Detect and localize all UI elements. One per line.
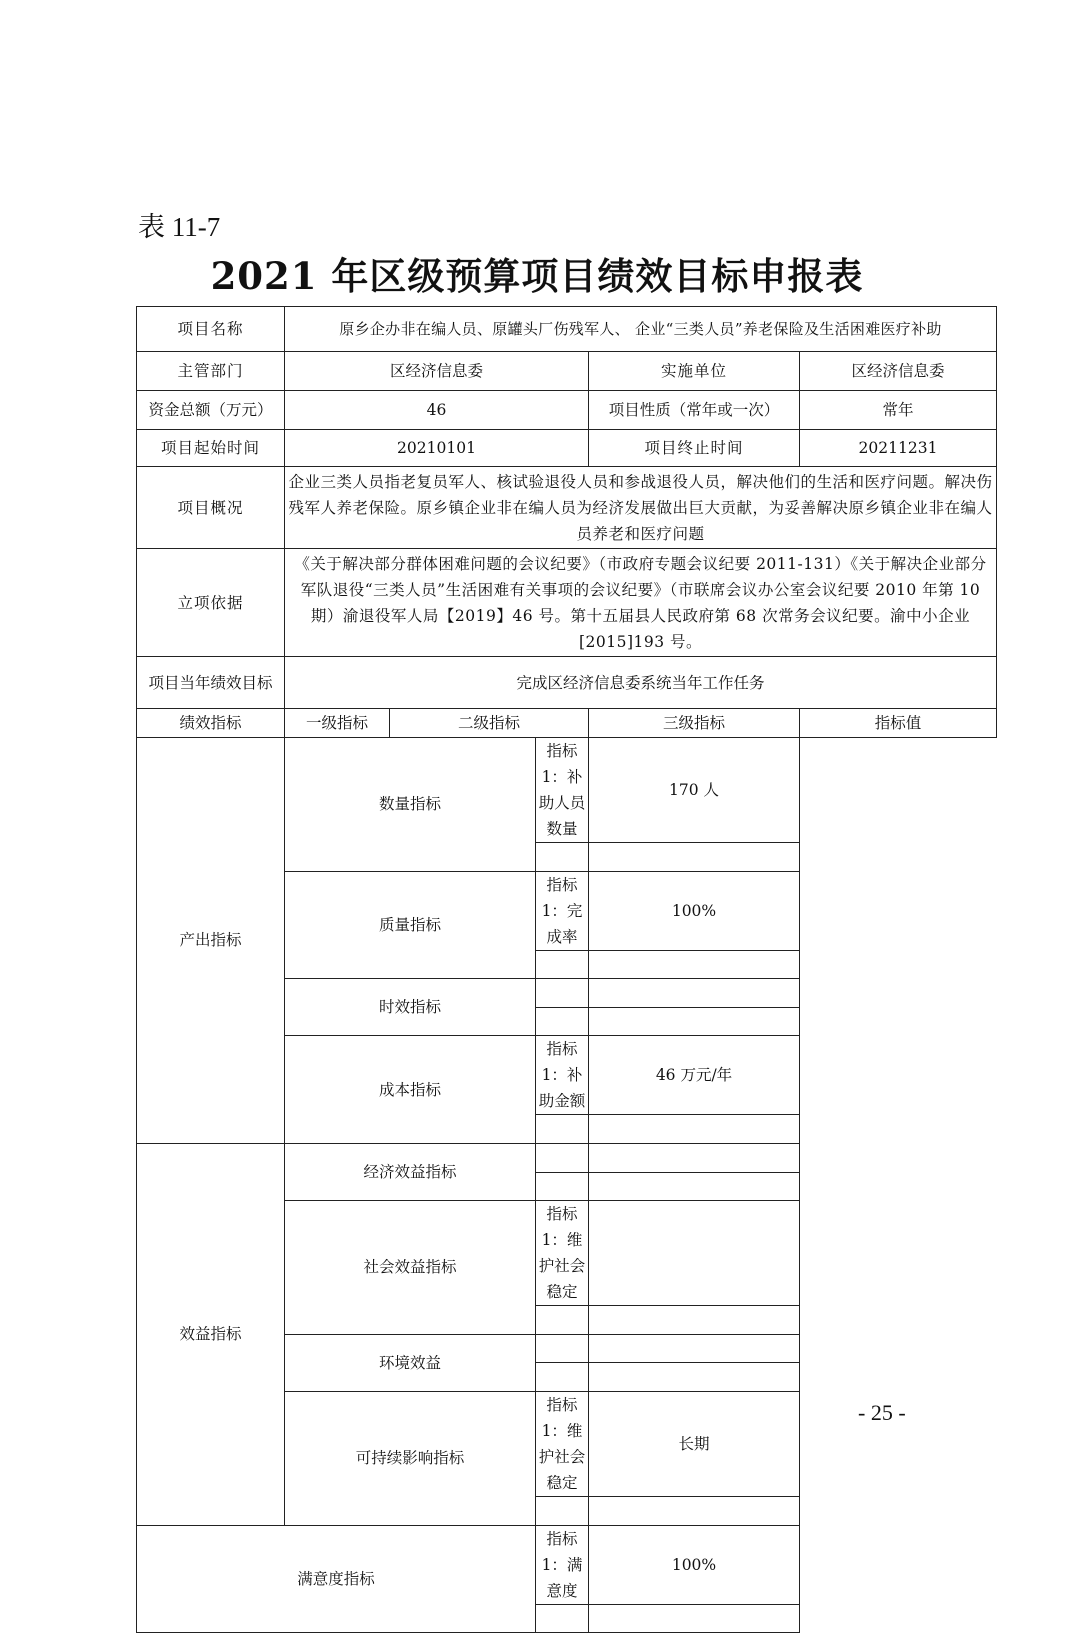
level2-indicator: 环境效益 (285, 1334, 536, 1391)
indicator-value (589, 1306, 800, 1335)
goal-value: 完成区经济信息委系统当年工作任务 (285, 657, 997, 709)
nature-value: 常年 (800, 391, 997, 430)
level3-indicator: 指标 1：满意度 (536, 1525, 589, 1604)
indicator-value (589, 1201, 800, 1306)
dept-value: 区经济信息委 (285, 352, 589, 391)
basis-value: 《关于解决部分群体困难问题的会议纪要》（市政府专题会议纪要 2011-131）《关于解决企业部分军队退役“三类人员”生活困难有关事项的会议纪要》（市联席会议办公室会议纪要 2010 年第 10 期）渝退役军人局【2019】46 号。第十五届县人民政府第 68 次常务会议纪要。渝中小企业[2015]193 号。 (285, 549, 997, 657)
level3-indicator: 指标 1：补助金额 (536, 1036, 589, 1115)
table-number: 表 11-7 (138, 212, 221, 242)
level3-indicator (536, 1172, 589, 1201)
indicator-value (589, 1143, 800, 1172)
output-group-label: 产出指标 (137, 738, 285, 1144)
header-value: 指标值 (800, 709, 997, 738)
indicator-value (589, 1496, 800, 1525)
start-label: 项目起始时间 (137, 430, 285, 467)
indicator-value (589, 1334, 800, 1363)
level2-indicator: 时效指标 (285, 979, 536, 1036)
goal-label: 项目当年绩效目标 (137, 657, 285, 709)
level3-indicator (536, 1334, 589, 1363)
indicator-value (589, 1363, 800, 1392)
indicator-value (589, 1172, 800, 1201)
indicator-value (589, 1115, 800, 1144)
end-value: 20211231 (800, 430, 997, 467)
satisfaction-label: 满意度指标 (137, 1525, 536, 1633)
level2-indicator: 可持续影响指标 (285, 1391, 536, 1525)
basis-label: 立项依据 (137, 549, 285, 657)
project-name-label: 项目名称 (137, 307, 285, 352)
impl-unit-value: 区经济信息委 (800, 352, 997, 391)
project-name-value: 原乡企办非在编人员、原罐头厂伤残军人、 企业“三类人员”养老保险及生活困难医疗补助 (285, 307, 997, 352)
dept-label: 主管部门 (137, 352, 285, 391)
level2-indicator: 社会效益指标 (285, 1201, 536, 1335)
level3-indicator: 指标 1：维护社会稳定 (536, 1201, 589, 1306)
indicator-value: 170 人 (589, 738, 800, 843)
indicator-value (589, 950, 800, 979)
page-number: - 25 - (858, 1400, 906, 1425)
level3-indicator: 指标 1：完成率 (536, 871, 589, 950)
level3-indicator (536, 950, 589, 979)
nature-label: 项目性质（常年或一次） (589, 391, 800, 430)
performance-form-table (136, 306, 997, 1633)
level3-indicator (536, 1306, 589, 1335)
indicator-value (589, 1604, 800, 1633)
indicator-value (589, 979, 800, 1008)
header-level2: 二级指标 (390, 709, 589, 738)
indicator-value: 长期 (589, 1391, 800, 1496)
level3-indicator (536, 1007, 589, 1036)
level3-indicator (536, 843, 589, 872)
level2-indicator: 经济效益指标 (285, 1143, 536, 1200)
level3-indicator (536, 1143, 589, 1172)
indicator-value (589, 1007, 800, 1036)
end-label: 项目终止时间 (589, 430, 800, 467)
level2-indicator: 质量指标 (285, 871, 536, 979)
header-level3: 三级指标 (589, 709, 800, 738)
overview-label: 项目概况 (137, 467, 285, 549)
indicators-label: 绩效指标 (137, 709, 285, 738)
overview-value: 企业三类人员指老复员军人、核试验退役人员和参战退役人员，解决他们的生活和医疗问题。解决伤残军人养老保险。原乡镇企业非在编人员为经济发展做出巨大贡献，为妥善解决原乡镇企业非在编人员养老和医疗问题 (285, 467, 997, 549)
level3-indicator (536, 1604, 589, 1633)
level3-indicator (536, 1115, 589, 1144)
indicator-value (589, 843, 800, 872)
fund-value: 46 (285, 391, 589, 430)
level3-indicator (536, 1363, 589, 1392)
fund-label: 资金总额（万元） (137, 391, 285, 430)
header-level1: 一级指标 (285, 709, 390, 738)
benefit-group-label: 效益指标 (137, 1143, 285, 1525)
start-value: 20210101 (285, 430, 589, 467)
impl-unit-label: 实施单位 (589, 352, 800, 391)
level2-indicator: 成本指标 (285, 1036, 536, 1144)
level3-indicator (536, 1496, 589, 1525)
level3-indicator: 指标 1：维护社会稳定 (536, 1391, 589, 1496)
level2-indicator: 数量指标 (285, 738, 536, 872)
indicator-value: 46 万元/年 (589, 1036, 800, 1115)
indicator-value: 100% (589, 1525, 800, 1604)
indicator-value: 100% (589, 871, 800, 950)
level3-indicator: 指标 1：补助人员数量 (536, 738, 589, 843)
level3-indicator (536, 979, 589, 1008)
page-title: 2021 年区级预算项目绩效目标申报表 (210, 254, 864, 298)
